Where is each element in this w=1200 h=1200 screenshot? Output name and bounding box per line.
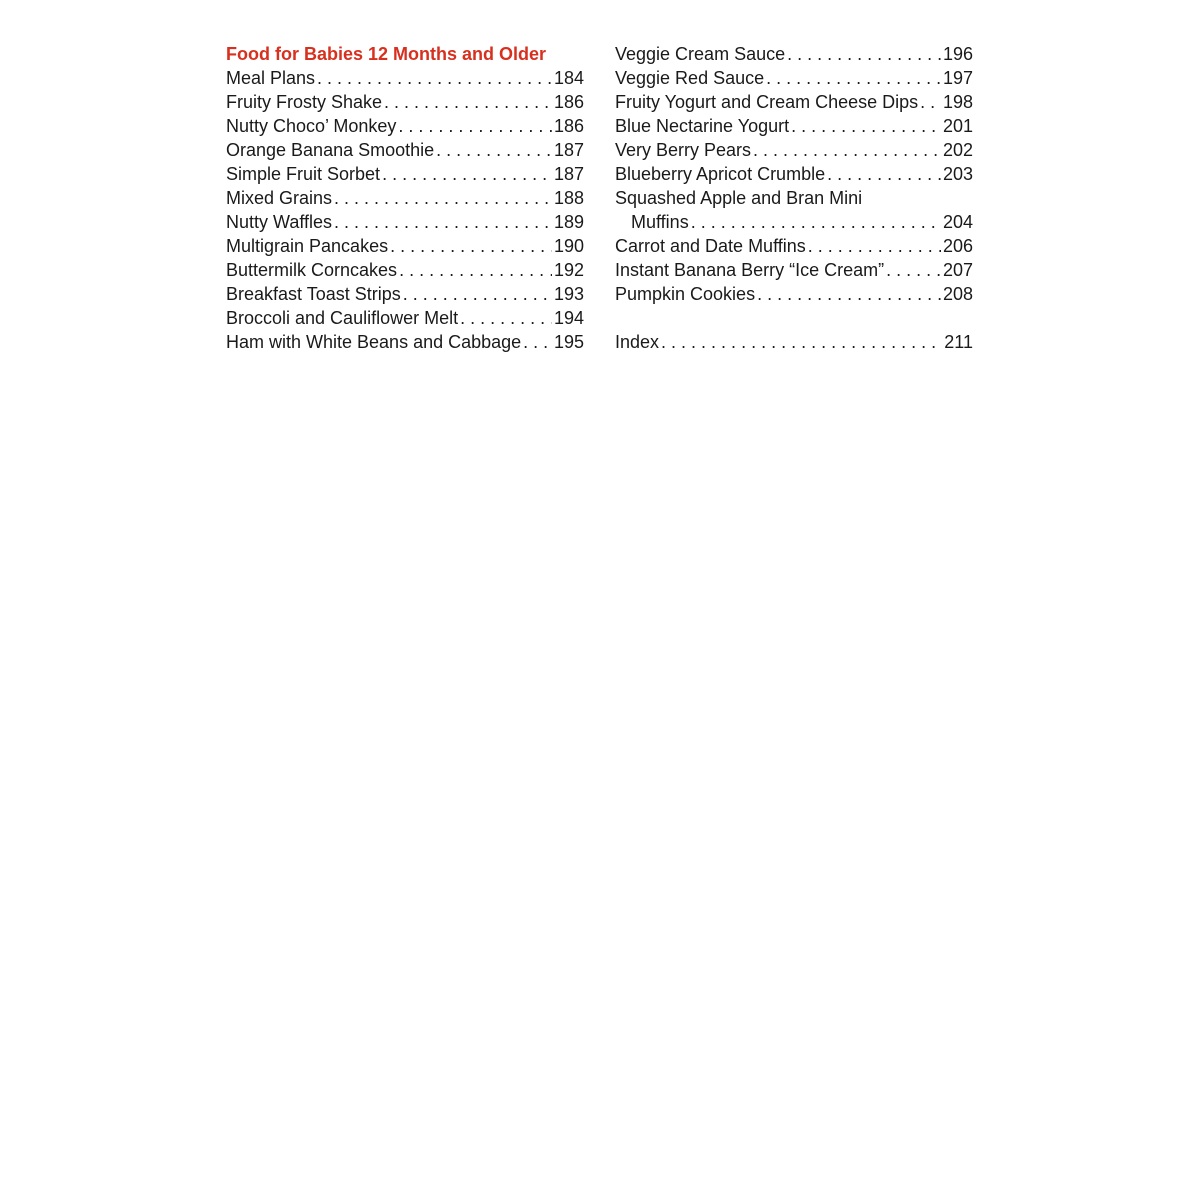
toc-entry bbox=[226, 162, 584, 186]
dot-leader bbox=[791, 114, 941, 138]
entry-title: Blueberry Apricot Crumble bbox=[615, 164, 826, 184]
toc-entry bbox=[615, 90, 973, 114]
entry-title: Broccoli and Cauliflower Melt bbox=[226, 308, 459, 328]
dot-leader bbox=[403, 282, 552, 306]
entry-title-continued: Muffins bbox=[631, 212, 689, 232]
entry-page: 184 bbox=[553, 68, 584, 88]
entry-page: 186 bbox=[553, 92, 584, 112]
toc-entry bbox=[226, 330, 584, 354]
toc-entry-continuation bbox=[615, 210, 973, 234]
dot-leader bbox=[398, 114, 552, 138]
entry-page: 188 bbox=[553, 188, 584, 208]
entry-page: 193 bbox=[553, 284, 584, 304]
toc-left-column bbox=[226, 42, 584, 354]
dot-leader bbox=[460, 306, 552, 330]
entry-page: 189 bbox=[553, 212, 584, 232]
entry-page: 187 bbox=[553, 164, 584, 184]
dot-leader bbox=[757, 282, 941, 306]
dot-leader bbox=[399, 258, 552, 282]
entry-title: Orange Banana Smoothie bbox=[226, 140, 435, 160]
dot-leader bbox=[317, 66, 552, 90]
dot-leader bbox=[808, 234, 941, 258]
entry-title: Veggie Cream Sauce bbox=[615, 44, 786, 64]
dot-leader bbox=[436, 138, 552, 162]
entry-page: 198 bbox=[942, 92, 973, 112]
toc-entry bbox=[226, 186, 584, 210]
entry-page: 203 bbox=[942, 164, 973, 184]
dot-leader bbox=[920, 90, 941, 114]
entry-title: Meal Plans bbox=[226, 68, 316, 88]
spacer bbox=[615, 306, 973, 330]
dot-leader bbox=[787, 42, 941, 66]
section-heading: Food for Babies 12 Months and Older bbox=[226, 44, 547, 64]
toc-entry bbox=[226, 138, 584, 162]
entry-title: Blue Nectarine Yogurt bbox=[615, 116, 790, 136]
entry-title: Nutty Waffles bbox=[226, 212, 333, 232]
toc-index-entry bbox=[615, 330, 973, 354]
toc-entry bbox=[615, 138, 973, 162]
entry-title: Squashed Apple and Bran Mini bbox=[615, 188, 863, 208]
dot-leader bbox=[753, 138, 941, 162]
toc-entry bbox=[226, 210, 584, 234]
toc-entry bbox=[615, 234, 973, 258]
entry-page: 204 bbox=[942, 212, 973, 232]
dot-leader bbox=[334, 186, 552, 210]
entry-title: Index bbox=[615, 332, 660, 352]
entry-page: 197 bbox=[942, 68, 973, 88]
toc-entry-wrapped bbox=[615, 186, 973, 210]
dot-leader bbox=[384, 90, 552, 114]
dot-leader bbox=[886, 258, 941, 282]
entry-page: 208 bbox=[942, 284, 973, 304]
toc-entry bbox=[615, 66, 973, 90]
dot-leader bbox=[382, 162, 552, 186]
entry-title: Nutty Choco’ Monkey bbox=[226, 116, 397, 136]
toc-right-column bbox=[615, 42, 973, 354]
entry-title: Simple Fruit Sorbet bbox=[226, 164, 381, 184]
entry-page: 207 bbox=[942, 260, 973, 280]
toc-entry bbox=[226, 282, 584, 306]
toc-entry bbox=[615, 162, 973, 186]
entry-page: 187 bbox=[553, 140, 584, 160]
toc-entry bbox=[226, 114, 584, 138]
entry-title: Fruity Frosty Shake bbox=[226, 92, 383, 112]
entry-page: 211 bbox=[944, 332, 973, 352]
toc-entry bbox=[615, 114, 973, 138]
entry-title: Veggie Red Sauce bbox=[615, 68, 765, 88]
dot-leader bbox=[334, 210, 552, 234]
toc-entry bbox=[615, 258, 973, 282]
entry-page: 202 bbox=[942, 140, 973, 160]
entry-page: 195 bbox=[553, 332, 584, 352]
entry-page: 192 bbox=[553, 260, 584, 280]
entry-title: Instant Banana Berry “Ice Cream” bbox=[615, 260, 885, 280]
dot-leader bbox=[827, 162, 941, 186]
entry-title: Very Berry Pears bbox=[615, 140, 752, 160]
entry-title: Breakfast Toast Strips bbox=[226, 284, 401, 304]
toc-entry bbox=[226, 234, 584, 258]
entry-title: Carrot and Date Muffins bbox=[615, 236, 806, 256]
toc-entry bbox=[226, 306, 584, 330]
toc-entry bbox=[226, 258, 584, 282]
entry-page: 201 bbox=[942, 116, 973, 136]
dot-leader bbox=[523, 330, 552, 354]
entry-page: 190 bbox=[553, 236, 584, 256]
entry-title: Fruity Yogurt and Cream Cheese Dips bbox=[615, 92, 919, 112]
toc-entry bbox=[615, 42, 973, 66]
toc-entry bbox=[226, 90, 584, 114]
dot-leader bbox=[766, 66, 941, 90]
dot-leader bbox=[691, 210, 941, 234]
entry-page: 206 bbox=[942, 236, 973, 256]
entry-page: 196 bbox=[942, 44, 973, 64]
entry-title: Ham with White Beans and Cabbage bbox=[226, 332, 522, 352]
entry-title: Buttermilk Corncakes bbox=[226, 260, 398, 280]
entry-title: Multigrain Pancakes bbox=[226, 236, 389, 256]
entry-page: 194 bbox=[553, 308, 584, 328]
dot-leader bbox=[390, 234, 552, 258]
toc-entry bbox=[226, 66, 584, 90]
dot-leader bbox=[661, 330, 942, 354]
entry-page: 186 bbox=[553, 116, 584, 136]
entry-title: Pumpkin Cookies bbox=[615, 284, 756, 304]
entry-title: Mixed Grains bbox=[226, 188, 333, 208]
toc-entry bbox=[615, 282, 973, 306]
